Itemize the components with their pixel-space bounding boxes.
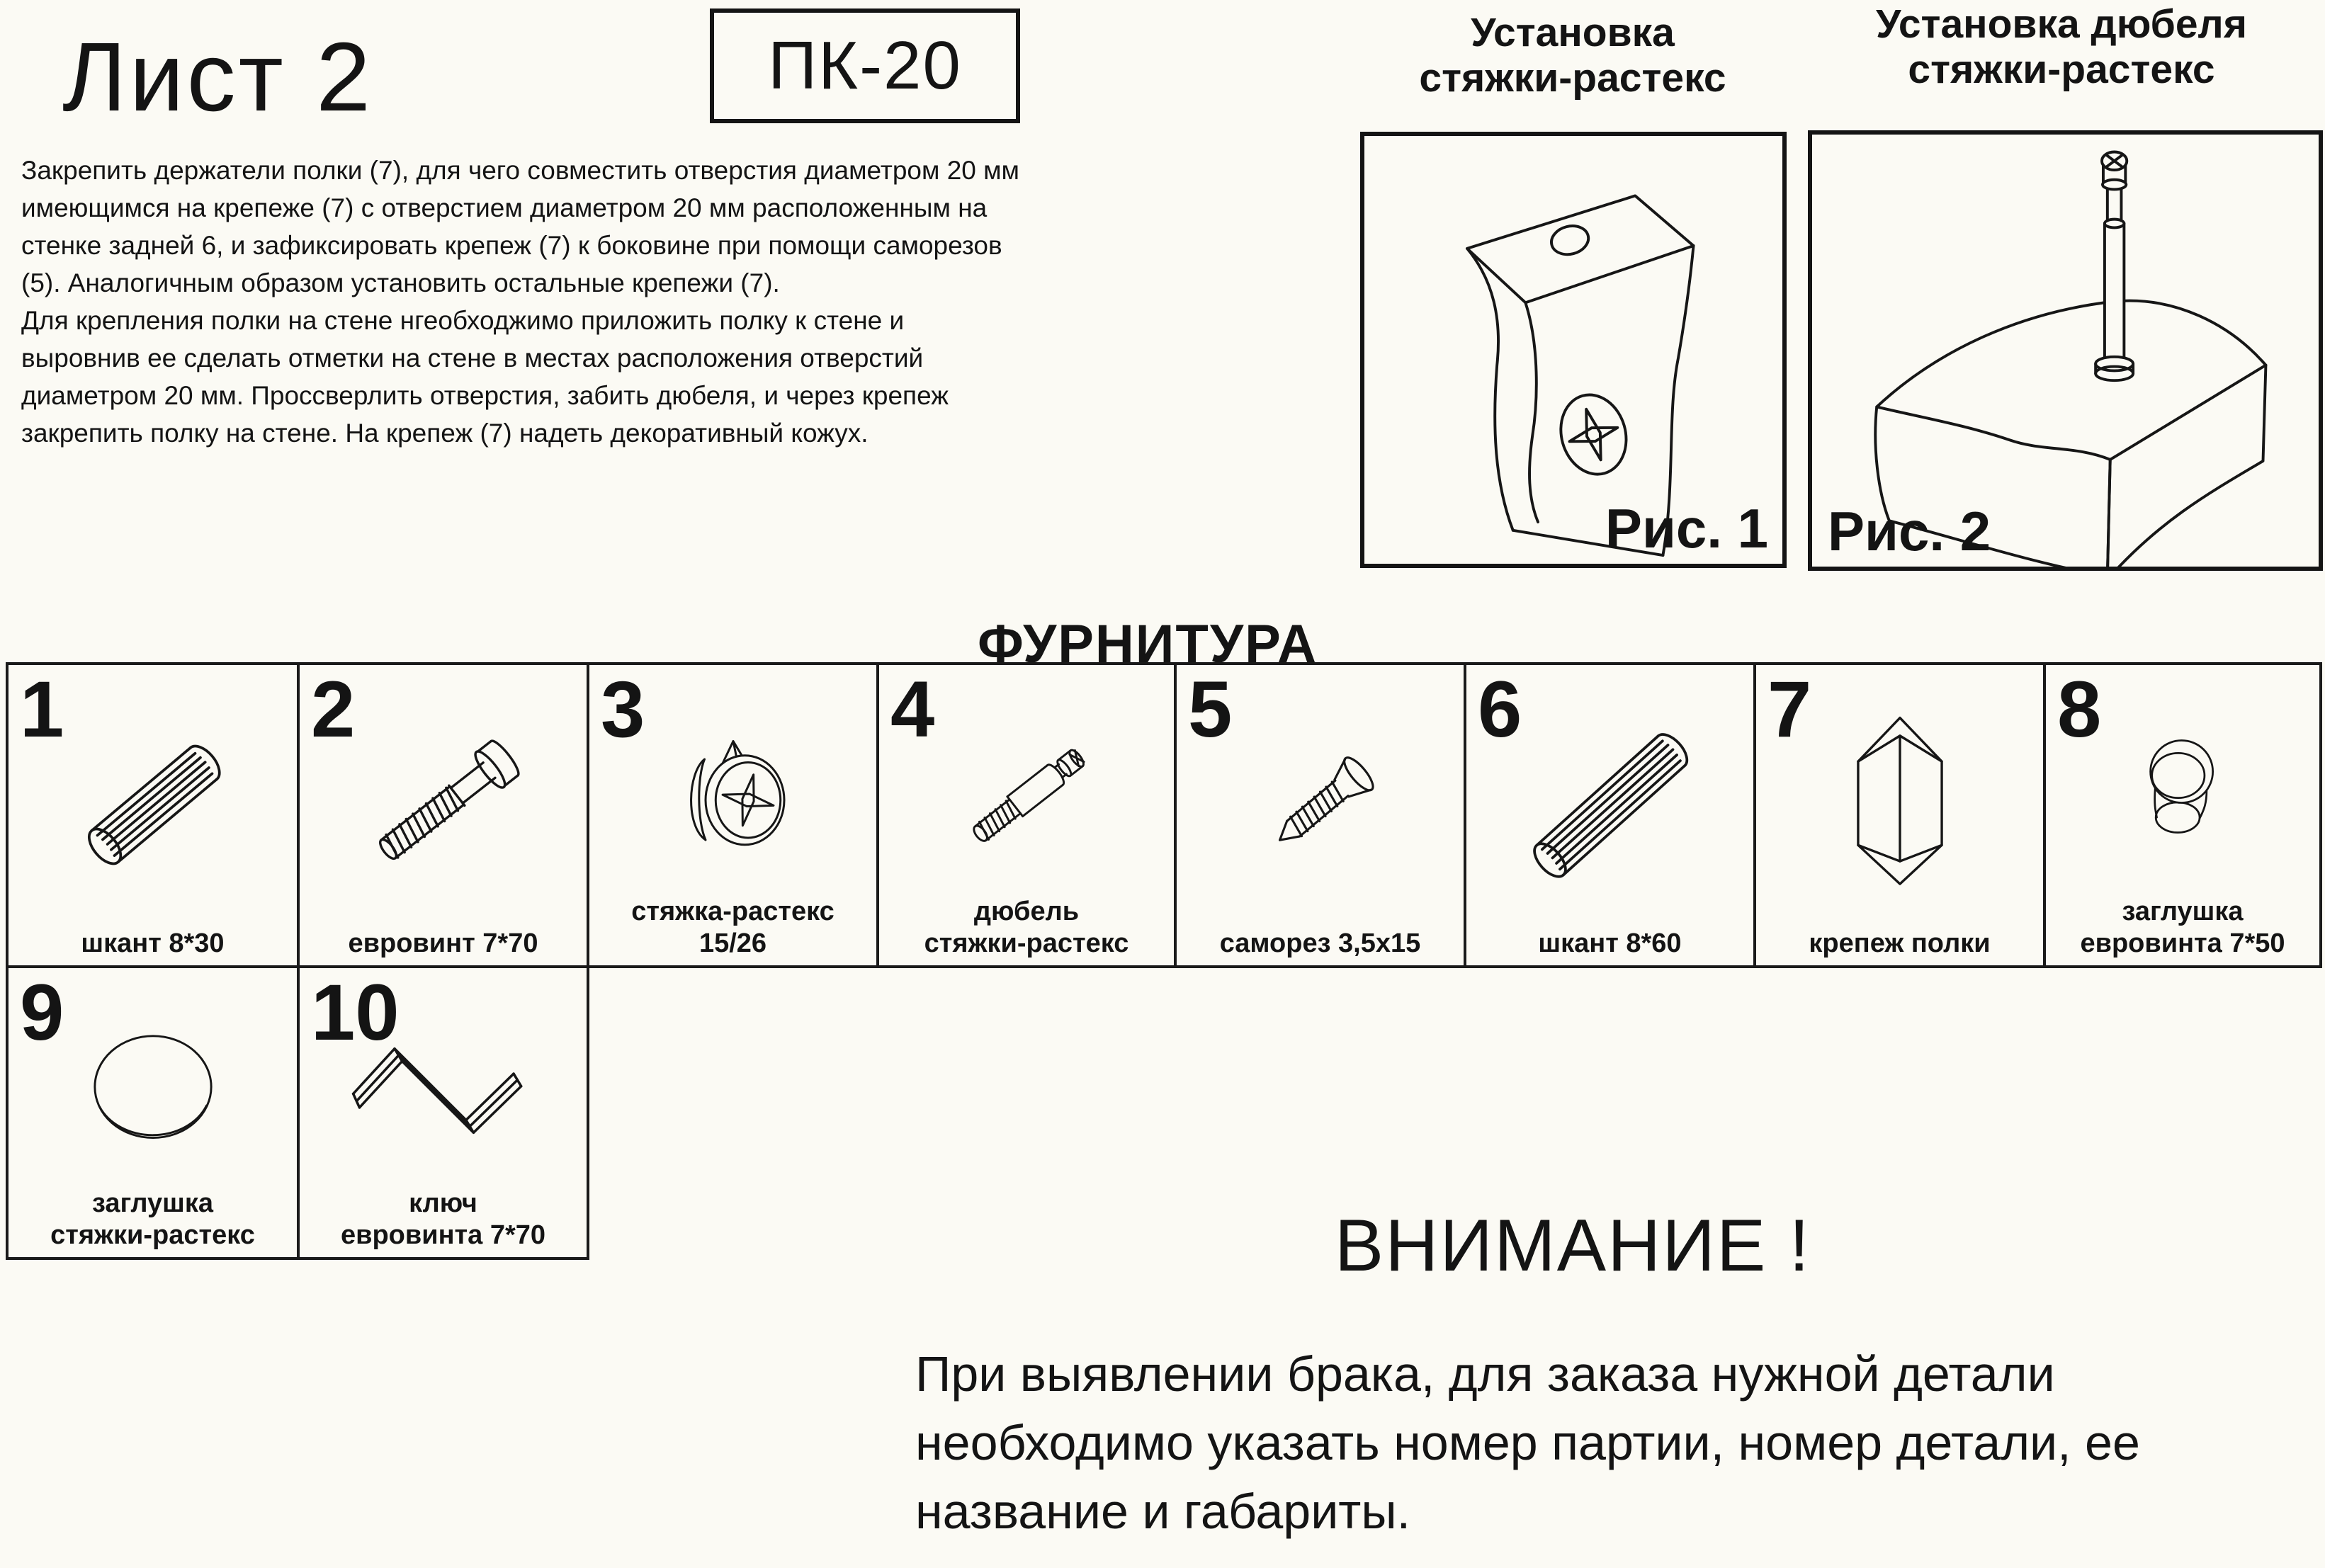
- hardware-heading: ФУРНИТУРА: [977, 614, 1318, 674]
- part-caption-line: шкант 8*60: [1538, 928, 1682, 958]
- part-caption-line: ключ: [409, 1188, 477, 1218]
- warning-line: необходимо указать номер партии, номер детали, ее: [915, 1415, 2140, 1470]
- part-caption: [11, 1188, 294, 1251]
- part-caption: [1469, 928, 1750, 960]
- hardware-cell-2: [297, 662, 589, 968]
- product-code: ПК-20: [768, 28, 962, 103]
- part-caption-line: саморез 3,5х15: [1219, 928, 1421, 958]
- part-caption-line: заглушка: [92, 1188, 213, 1218]
- hardware-cell-10: [297, 965, 589, 1260]
- instruction-line: выровнив ее сделать отметки на стене в местах расположения отверстий: [21, 343, 924, 373]
- hardware-cell-8: [2043, 662, 2322, 968]
- hardware-cell-7: [1753, 662, 2046, 968]
- hardware-cell-9: [6, 965, 300, 1260]
- part-number: 7: [1767, 665, 1812, 754]
- part-caption: [1180, 928, 1461, 960]
- hardware-cell-4: [876, 662, 1177, 968]
- warning-line: название и габариты.: [915, 1484, 1411, 1539]
- part-caption-line: 15/26: [698, 928, 767, 958]
- part-number: 5: [1188, 665, 1233, 754]
- part-caption-line: дюбель: [973, 897, 1080, 926]
- part-number: 4: [890, 665, 935, 754]
- part-number: 2: [311, 665, 356, 754]
- assembly-instructions: [21, 152, 1105, 452]
- figure2-caption: Рис. 2: [1828, 500, 1991, 562]
- product-code-box: [710, 8, 1020, 123]
- part-caption: [302, 928, 584, 960]
- instruction-line: закрепить полку на стене. На крепеж (7) надеть декоративный кожух.: [21, 419, 869, 448]
- dowel-8x30-drawing: [43, 707, 263, 905]
- screw-drawing: [1228, 717, 1413, 894]
- euroscrew-cap-drawing: [2105, 713, 2261, 869]
- part-caption-line: стяжки-растекс: [924, 928, 1129, 958]
- part-number: 1: [20, 665, 64, 754]
- part-caption: [2049, 896, 2316, 960]
- shelf-fastener-drawing: [1804, 698, 1996, 903]
- part-caption-line: евровинта 7*70: [340, 1220, 546, 1250]
- part-caption: [11, 928, 294, 960]
- figure1-box: [1360, 132, 1787, 568]
- hex-key-drawing: [327, 1020, 560, 1183]
- instruction-line: (5). Аналогичным образом установить остальные крепежи (7).: [21, 268, 780, 297]
- part-caption: [882, 896, 1171, 960]
- dowel-8x60-drawing: [1493, 700, 1727, 912]
- figure2-title-line2: стяжки-растекс: [1908, 47, 2215, 92]
- figure2-title-line1: Установка дюбеля: [1875, 1, 2248, 47]
- figure1-caption: Рис. 1: [1605, 497, 1768, 559]
- part-number: 3: [601, 665, 645, 754]
- part-caption-line: крепеж полки: [1809, 928, 1991, 958]
- figure2-title: [1799, 1, 2324, 92]
- figure1-title: [1350, 10, 1796, 101]
- hardware-cell-1: [6, 662, 300, 968]
- hardware-cell-3: [587, 662, 879, 968]
- instruction-line: Закрепить держатели полки (7), для чего совместить отверстия диаметром 20 мм: [21, 156, 1019, 185]
- hardware-cell-5: [1174, 662, 1466, 968]
- warning-line: При выявлении брака, для заказа нужной детали: [915, 1346, 2055, 1402]
- part-caption-line: стяжки-растекс: [50, 1220, 255, 1250]
- part-number: 10: [311, 968, 400, 1057]
- part-caption: [592, 896, 873, 960]
- instruction-line: имеющимся на крепеже (7) с отверстием диаметром 20 мм расположенным на: [21, 193, 988, 222]
- part-number: 6: [1478, 665, 1522, 754]
- cam-cover-cap-drawing: [68, 1014, 238, 1170]
- euroscrew-drawing: [334, 703, 553, 909]
- part-number: 9: [20, 968, 64, 1057]
- page-title: Лист 2: [62, 23, 373, 132]
- part-caption-line: заглушка: [2122, 897, 2244, 926]
- instruction-line: стенке задней 6, и зафиксировать крепеж (7) к боковине при помощи саморезов: [21, 231, 1002, 260]
- warning-text: [915, 1340, 2325, 1546]
- cam-dowel-pin-drawing: [913, 709, 1140, 886]
- part-number: 8: [2057, 665, 2102, 754]
- instruction-line: диаметром 20 мм. Проссверлить отверстия, забить дюбеля, и через крепеж: [21, 381, 949, 410]
- part-caption-line: евровинта 7*50: [2080, 928, 2285, 958]
- hardware-cell-6: [1464, 662, 1756, 968]
- figure1-title-line2: стяжки-растекс: [1419, 55, 1726, 101]
- instruction-line: Для крепления полки на стене нгеобходжимо приложить полку к стене и: [21, 306, 905, 335]
- part-caption-line: шкант 8*30: [81, 928, 225, 958]
- figure1-title-line1: Установка: [1471, 10, 1675, 55]
- part-caption: [302, 1188, 584, 1251]
- part-caption-line: евровинт 7*70: [348, 928, 538, 958]
- figure2-box: [1808, 130, 2323, 571]
- warning-heading: ВНИМАНИЕ !: [1334, 1205, 1811, 1287]
- cam-lock-drawing: [638, 712, 829, 882]
- part-caption: [1759, 928, 2040, 960]
- part-caption-line: стяжка-растекс: [631, 897, 835, 926]
